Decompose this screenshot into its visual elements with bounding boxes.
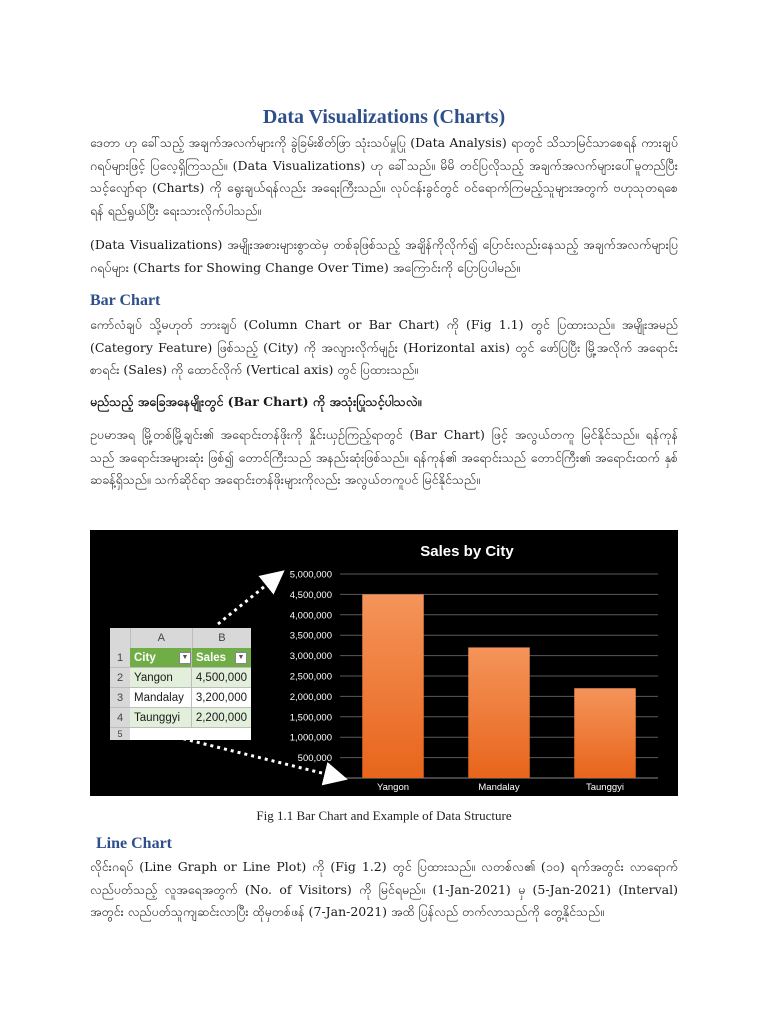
sheet-col-a: A: [131, 628, 193, 648]
sheet-cell-city[interactable]: Taunggyi: [130, 708, 192, 728]
bar-chart-answer: ဥပမာအရ မြို့တစ်မြို့ချင်း၏ အရောင်းတန်ဖိုးကို နှိုင်းယှဉ်ကြည့်ရာတွင် (Bar Chart) ဖြင့် အလွယ်တကူ မြင်နိုင်သည်။ ရန်ကုန် သည် အရောင်းအများဆုံး ဖြစ်၍ တောင်ကြီးသည် အနည်းဆုံးဖြစ်သည်။ ရန်ကုန်၏ အရောင်းသည် တောင်ကြီး၏ အရောင်းထက် နှစ်ဆခန့်ရှိသည်။ သက်ဆိုင်ရာ အရောင်းတန်ဖိုးများကိုလည်း အလွယ်တကူပင် မြင်နိုင်သည်။: [90, 427, 678, 487]
table-row: [110, 668, 251, 688]
y-tick-label: 2,500,000: [289, 671, 332, 683]
table-row: [110, 688, 251, 708]
sheet-row-number: 1: [110, 648, 130, 668]
sheet-header-sales-label: Sales: [196, 651, 227, 664]
sheet-header-sales: [192, 648, 251, 668]
y-tick-label: 3,500,000: [289, 630, 332, 642]
filter-dropdown-icon[interactable]: ▼: [179, 652, 191, 664]
chart-title: Sales by City: [420, 543, 514, 560]
sheet-col-b: B: [218, 632, 226, 644]
sheet-column-header-row: [110, 628, 251, 648]
arrow-sales-to-yaxis: [218, 574, 280, 624]
sheet-cell-sales[interactable]: 2,200,000: [192, 708, 251, 728]
y-tick-label: 500,000: [297, 753, 332, 765]
y-tick-label: 3,000,000: [289, 651, 332, 663]
bar-mandalay: [468, 647, 529, 778]
filter-dropdown-icon[interactable]: ▼: [235, 652, 247, 664]
y-tick-label: 4,000,000: [289, 610, 332, 622]
sheet-cell-sales[interactable]: 3,200,000: [192, 688, 251, 708]
sheet-row-number: 5: [110, 728, 130, 740]
y-tick-label: 1,000,000: [289, 732, 332, 744]
y-tick-label: 1,500,000: [289, 712, 332, 724]
figure-caption: Fig 1.1 Bar Chart and Example of Data Structure: [256, 808, 512, 823]
line-chart-paragraph: လိုင်းဂရပ် (Line Graph or Line Plot) ကို (Fig 1.2) တွင် ပြထားသည်။ လတစ်လ၏ (၁၀) ရက်အတွင်း လာရောက်လည်ပတ်သည့် လူအရေအတွက် (No. of Visitors) ကို မြင်ရမည်။ (1-Jan-2021) မှ (5-Jan-2021) (Interval) အတွင်း လည်ပတ်သူကျဆင်းလာပြီး ထိုမှတစ်ဖန် (7-Jan-2021) အထိ ပြန်လည် တက်လာသည်ကို တွေ့နိုင်သည်။: [90, 859, 678, 919]
sheet-cell-city[interactable]: Mandalay: [130, 688, 192, 708]
figure-bar-chart: [90, 530, 678, 796]
x-tick-label: Yangon: [376, 782, 410, 793]
sheet-row-number: 3: [110, 688, 130, 708]
intro-paragraph-2: (Data Visualizations) အမျိုးအစားများစွာထဲမှ တစ်ခုဖြစ်သည့် အချိန်ကိုလိုက်၍ ပြောင်းလည်းနေသည့် အချက်အလက်များပြ ဂရပ်များ (Charts for Showing Change Over Time) အကြောင်းကို ပြောပြပါမည်။: [90, 237, 678, 275]
sheet-header-city-label: City: [134, 651, 156, 664]
bar-taunggyi: [574, 688, 635, 778]
sheet-corner: [110, 628, 131, 648]
sheet-header-city: [130, 648, 192, 668]
y-tick-label: 4,500,000: [289, 589, 332, 601]
table-row: [110, 728, 251, 740]
spreadsheet-table: [110, 628, 251, 740]
sheet-row-number: 2: [110, 668, 130, 688]
sheet-row-number: 4: [110, 708, 130, 728]
x-tick-label: Mandalay: [478, 782, 520, 793]
sheet-cell-city[interactable]: Yangon: [130, 668, 192, 688]
intro-paragraph-1: ဒေတာ ဟု ခေါ်သည့် အချက်အလက်များကို ခွဲခြမ်းစိတ်ဖြာ သုံးသပ်မှုပြု (Data Analysis) ရာတွင် သိသာမြင်သာစေရန် ကားချပ် ဂရပ်များဖြင့် ပြလေ့ရှိကြသည်။ (Data Visualizations) ဟု ခေါ်သည်။ မိမိ တင်ပြလိုသည့် အချက်အလက်များပေါ်မူတည်ပြီး သင့်လျော်ရာ (Charts) ကို ရွေးချယ်ရန်လည်း အရေးကြီးသည်။ လုပ်ငန်းခွင်တွင် ဝင်ရောက်ကြမည့်သူများအတွက် ဗဟုသုတရစေရန် ရည်ရွယ်ပြီး ရေးသားလိုက်ပါသည်။: [90, 135, 678, 218]
line-chart-heading: Line Chart: [96, 835, 172, 852]
y-tick-label: 2,000,000: [289, 691, 332, 703]
y-tick-label: 5,000,000: [289, 569, 332, 581]
document-title: Data Visualizations (Charts): [262, 106, 506, 128]
sheet-cell-sales[interactable]: 4,500,000: [192, 668, 251, 688]
bar-chart-heading: Bar Chart: [90, 292, 161, 309]
x-tick-label: Taunggyi: [585, 782, 625, 793]
bar-yangon: [362, 594, 423, 778]
bar-chart-paragraph: ကော်လံချပ် သို့မဟုတ် ဘားချပ် (Column Chart or Bar Chart) ကို (Fig 1.1) တွင် ပြထားသည်။ အမျိုးအမည် (Category Feature) ဖြစ်သည့် (City) ကို အလျားလိုက်မျဉ်း (Horizontal axis) တွင် ဖော်ပြပြီး မြို့အလိုက် အရောင်းစာရင်း (Sales) ကို ထောင်လိုက် (Vertical axis) တွင် ပြထားသည်။: [90, 317, 678, 377]
bar-chart-question: မည်သည့် အခြေအနေမျိုးတွင် (Bar Chart) ကို အသုံးပြုသင့်ပါသလဲ။: [90, 394, 422, 409]
sheet-header-row: [110, 648, 251, 668]
table-row: [110, 708, 251, 728]
